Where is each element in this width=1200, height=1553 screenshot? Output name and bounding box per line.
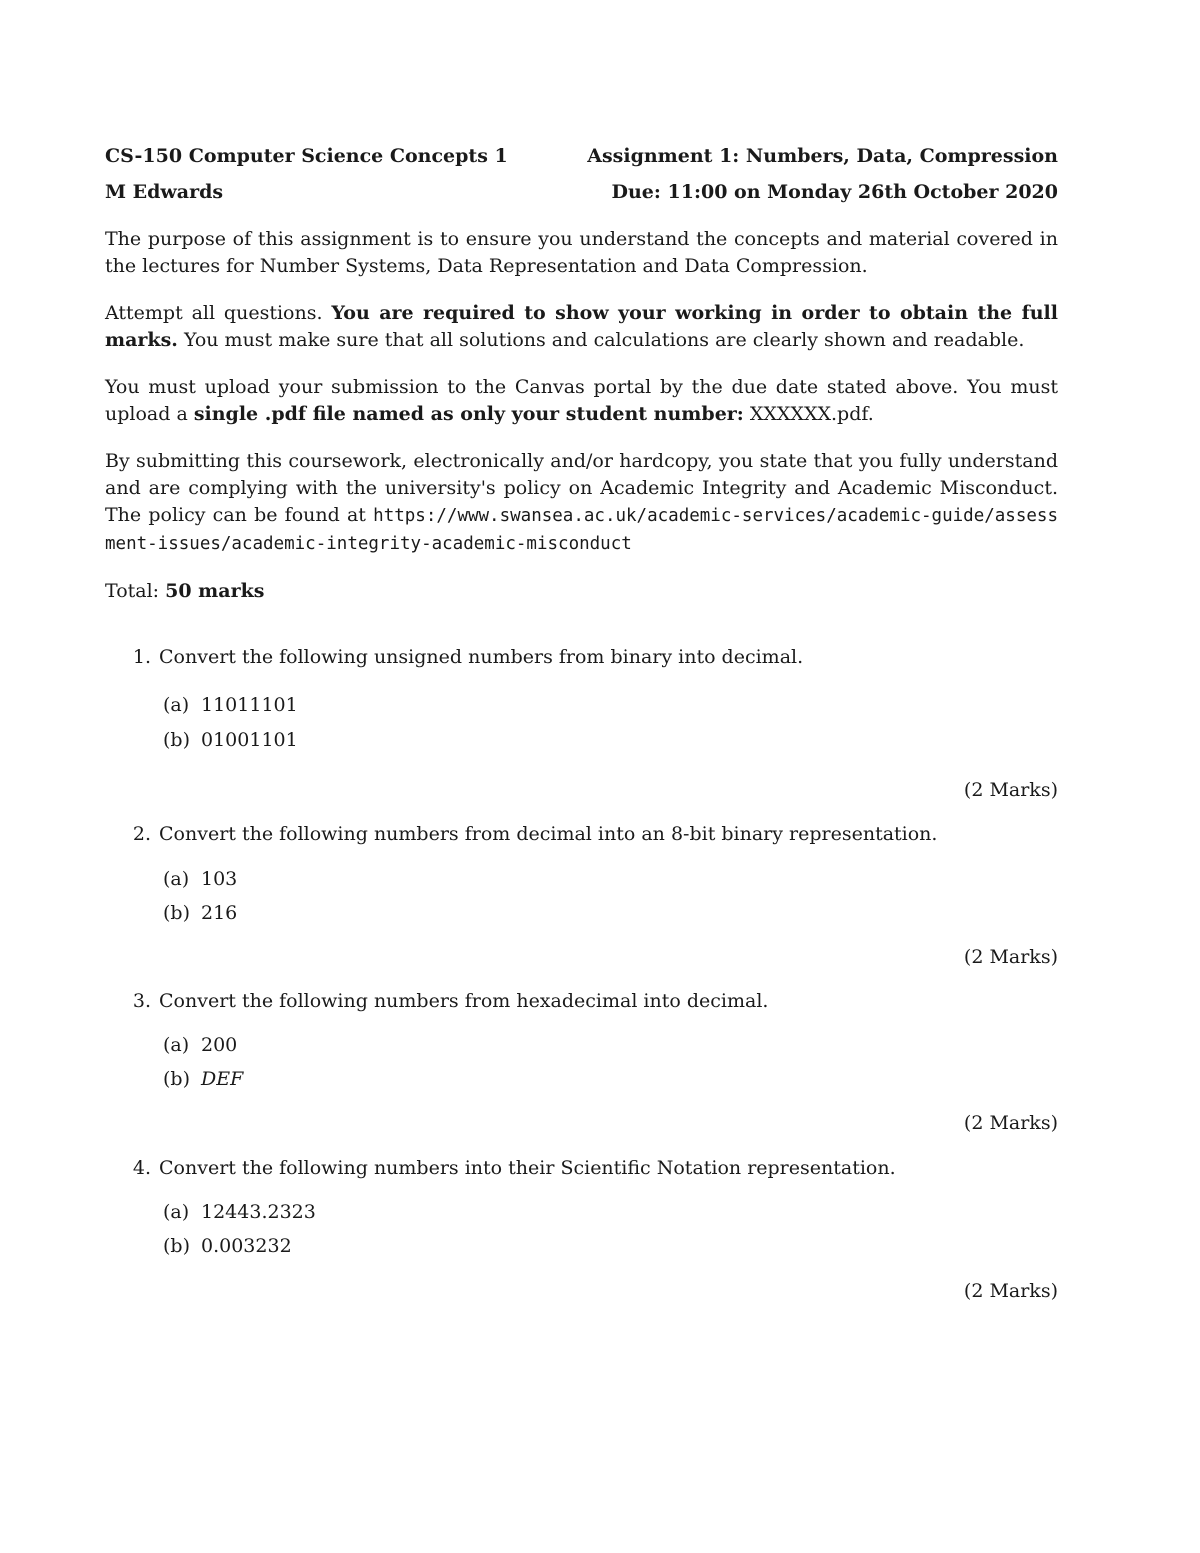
upload-bold: single .pdf file named as only your student number: <box>193 403 744 425</box>
attempt-paragraph <box>105 300 1058 354</box>
part-value: 216 <box>201 902 238 924</box>
question-number: 2. <box>132 823 151 845</box>
part-value: 12443.2323 <box>201 1201 316 1223</box>
due-date: Due: 11:00 on Monday 26th October 2020 <box>611 181 1058 203</box>
policy-paragraph <box>105 448 1058 558</box>
upload-prefix: You must upload your submission to the Canvas portal by the due date stated above. You must upload a <box>105 376 1058 425</box>
upload-suffix: XXXXXX.pdf. <box>743 403 874 425</box>
question-number: 1. <box>132 646 151 668</box>
question-part <box>163 1032 237 1059</box>
question-part <box>163 1066 243 1093</box>
policy-prefix: By submitting this coursework, electronically and/or hardcopy, you state that you fully understand and are complying with the university's policy on Academic Integrity and Academic Misconduct. The policy can be found at <box>105 450 1058 526</box>
part-value: DEF <box>201 1068 244 1090</box>
course-title: CS-150 Computer Science Concepts 1 <box>105 145 508 167</box>
question-number: 3. <box>132 990 151 1012</box>
author-name: M Edwards <box>105 181 224 203</box>
upload-paragraph <box>105 374 1058 428</box>
question-marks: (2 Marks) <box>963 1112 1058 1134</box>
question-marks: (2 Marks) <box>963 779 1058 801</box>
question-text: Convert the following numbers from decimal into an 8-bit binary representation. <box>159 823 938 845</box>
assignment-title: Assignment 1: Numbers, Data, Compression <box>587 145 1058 167</box>
part-label: (a) <box>163 868 190 890</box>
part-label: (b) <box>163 902 190 924</box>
attempt-bold: You are required to show your working in order to obtain the full marks. <box>105 302 1058 351</box>
total-marks <box>105 578 1058 605</box>
question-part <box>163 866 237 893</box>
question-part <box>163 692 298 719</box>
header-row-1 <box>105 140 1058 176</box>
part-value: 01001101 <box>201 729 298 751</box>
question-marks: (2 Marks) <box>963 946 1058 968</box>
header-row-2 <box>105 176 1058 212</box>
part-label: (b) <box>163 1068 190 1090</box>
question-text: Convert the following numbers into their Scientific Notation representation. <box>159 1157 896 1179</box>
total-value: 50 marks <box>165 580 265 602</box>
question-part <box>163 727 298 754</box>
part-label: (a) <box>163 1034 190 1056</box>
total-label: Total: <box>105 580 166 602</box>
part-value: 11011101 <box>201 694 298 716</box>
attempt-suffix: You must make sure that all solutions and calculations are clearly shown and readable. <box>177 329 1025 351</box>
part-label: (a) <box>163 694 190 716</box>
question-part <box>163 900 237 927</box>
part-label: (b) <box>163 729 190 751</box>
attempt-prefix: Attempt all questions. <box>105 302 332 324</box>
part-value: 200 <box>201 1034 238 1056</box>
question-number: 4. <box>132 1157 151 1179</box>
question-marks: (2 Marks) <box>963 1280 1058 1302</box>
question-part <box>163 1199 316 1226</box>
part-label: (a) <box>163 1201 190 1223</box>
policy-url-link[interactable]: https://www.swansea.ac.uk/academic-services/academic-guide/assessment-issues/academic-integrity-academic-misconduct <box>105 506 1058 554</box>
question-part <box>163 1233 292 1260</box>
purpose-paragraph: The purpose of this assignment is to ensure you understand the concepts and material covered in the lectures for Number Systems, Data Representation and Data Compression. <box>105 228 1058 277</box>
question-text: Convert the following numbers from hexadecimal into decimal. <box>159 990 769 1012</box>
part-value: 103 <box>201 868 238 890</box>
part-value: 0.003232 <box>201 1235 292 1257</box>
document-page <box>105 140 1058 1302</box>
question-text: Convert the following unsigned numbers from binary into decimal. <box>159 646 804 668</box>
part-label: (b) <box>163 1235 190 1257</box>
